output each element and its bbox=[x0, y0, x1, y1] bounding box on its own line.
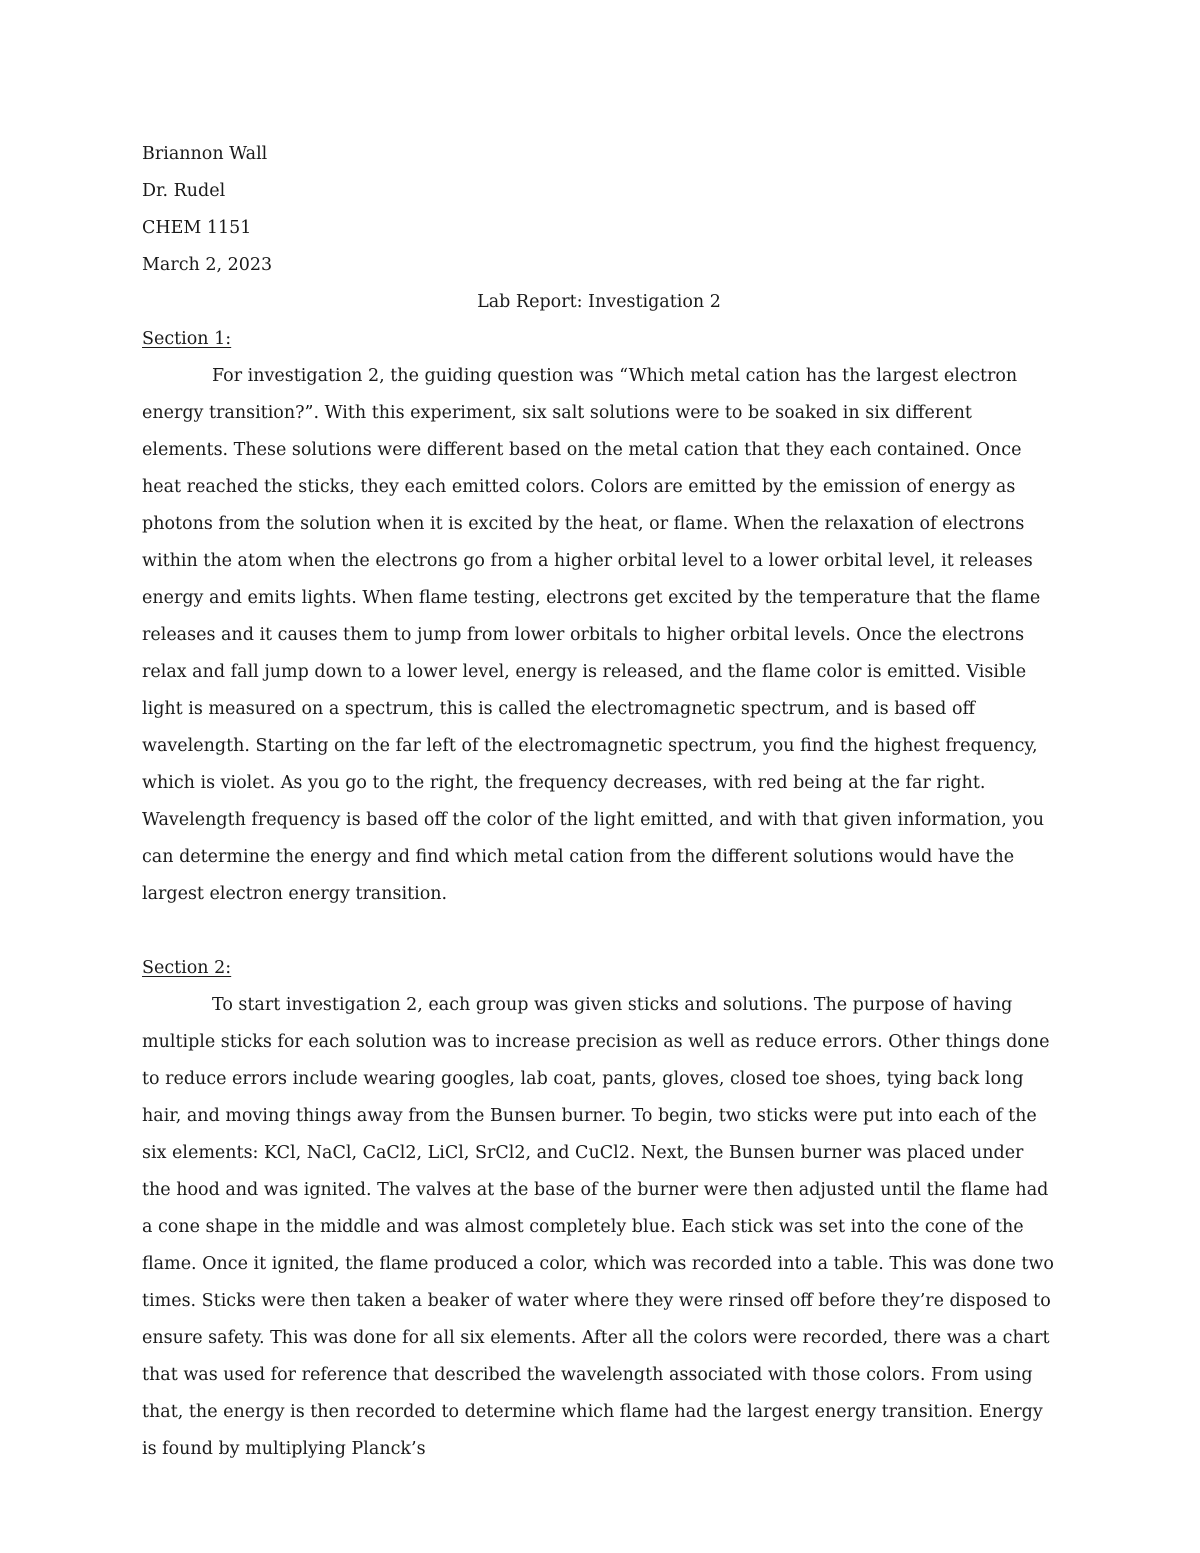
author-name: Briannon Wall bbox=[142, 144, 268, 164]
course-code: CHEM 1151 bbox=[142, 218, 252, 238]
document-body bbox=[142, 136, 1056, 1468]
section-1-heading: Section 1: bbox=[142, 329, 232, 349]
report-title: Lab Report: Investigation 2 bbox=[477, 292, 721, 312]
section-spacer bbox=[142, 913, 1056, 950]
section-1-body: For investigation 2, the guiding question was “Which metal cation has the largest electron energy transition?”. With this experiment, six salt solutions were to be soaked in six different elements. These solutions were different based on the metal cation that they each contained. Once heat reached the sticks, they each emitted colors. Colors are emitted by the emission of energy as photons from the solution when it is excited by the heat, or flame. When the relaxation of electrons within the atom when the electrons go from a higher orbital level to a lower orbital level, it releases energy and emits lights. When flame testing, electrons get excited by the temperature that the flame releases and it causes them to jump from lower orbitals to higher orbital levels. Once the electrons relax and fall jump down to a lower level, energy is released, and the flame color is emitted. Visible light is measured on a spectrum, this is called the electromagnetic spectrum, and is based off wavelength. Starting on the far left of the electromagnetic spectrum, you find the highest frequency, which is violet. As you go to the right, the frequency decreases, with red being at the far right. Wavelength frequency is based off the color of the light emitted, and with that given information, you can determine the energy and find which metal cation from the different solutions would have the largest electron energy transition. bbox=[142, 366, 1045, 904]
report-date: March 2, 2023 bbox=[142, 255, 273, 275]
section-2-body: To start investigation 2, each group was given sticks and solutions. The purpose of having multiple sticks for each solution was to increase precision as well as reduce errors. Other things done to reduce errors include wearing googles, lab coat, pants, gloves, closed toe shoes, tying back long hair, and moving things away from the Bunsen burner. To begin, two sticks were put into each of the six elements: KCl, NaCl, CaCl2, LiCl, SrCl2, and CuCl2. Next, the Bunsen burner was placed under the hood and was ignited. The valves at the base of the burner were then adjusted until the flame had a cone shape in the middle and was almost completely blue. Each stick was set into the cone of the flame. Once it ignited, the flame produced a color, which was recorded into a table. This was done two times. Sticks were then taken a beaker of water where they were rinsed off before they’re disposed to ensure safety. This was done for all six elements. After all the colors were recorded, there was a chart that was used for reference that described the wavelength associated with those colors. From using that, the energy is then recorded to determine which flame had the largest energy transition. Energy is found by multiplying Planck’s bbox=[142, 995, 1054, 1459]
instructor-name: Dr. Rudel bbox=[142, 181, 226, 201]
section-2-heading: Section 2: bbox=[142, 958, 232, 978]
